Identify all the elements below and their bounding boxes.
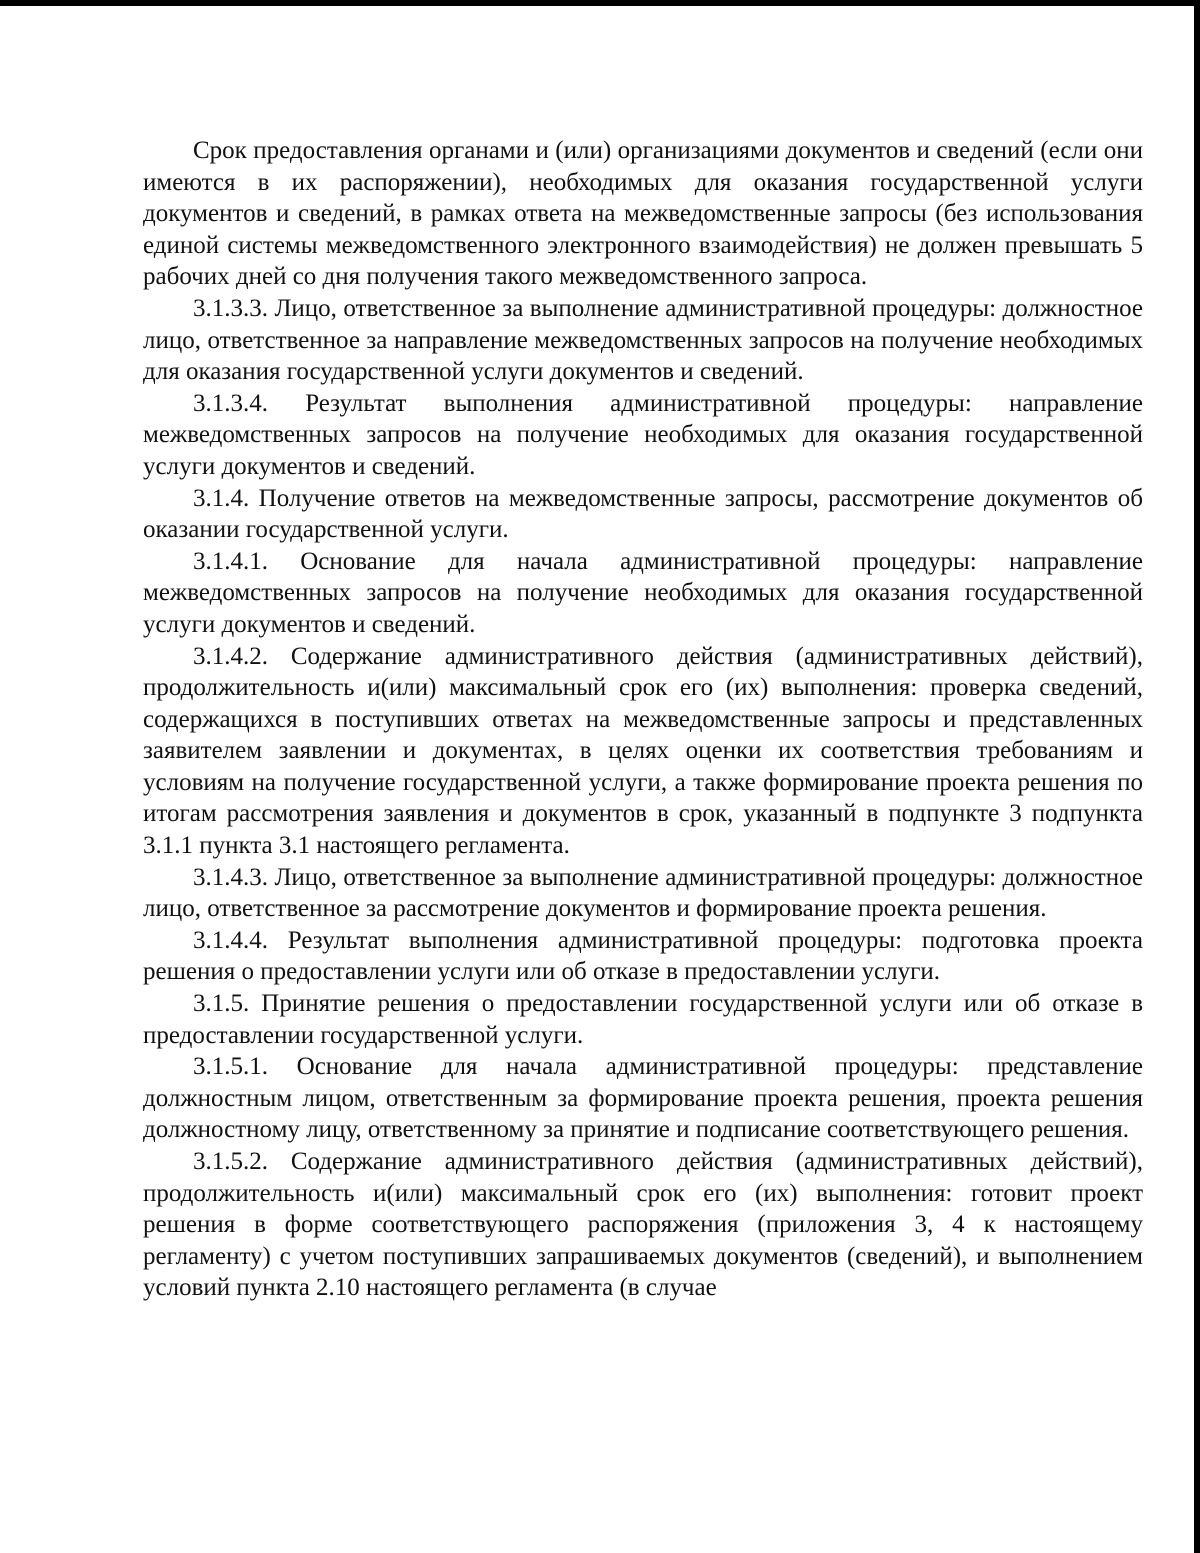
paragraph-3-1-4-4: 3.1.4.4. Результат выполнения административной процедуры: подготовка проекта решения о предоставлении услуги или об отказе в предоставлении услуги.: [143, 926, 1143, 986]
scan-border-right: [1194, 0, 1200, 1553]
paragraph-3-1-3-3: 3.1.3.3. Лицо, ответственное за выполнение административной процедуры: должностное лицо, ответственное за направление межведомственных запросов на получение необходимых для оказания государственной услуги документов и сведений.: [143, 294, 1143, 386]
paragraph-3-1-4-1: 3.1.4.1. Основание для начала административной процедуры: направление межведомственных запросов на получение необходимых для оказания государственной услуги документов и сведений.: [143, 547, 1143, 638]
scan-border-top: [0, 0, 1200, 6]
paragraph-3-1-4: 3.1.4. Получение ответов на межведомственные запросы, рассмотрение документов об оказании государственной услуги.: [143, 484, 1143, 544]
paragraph-intro: Срок предоставления органами и (или) организациями документов и сведений (если они имеются в их распоряжении), необходимых для оказания государственной услуги документов и сведений, в рамках ответа на межведомственные запросы (без использования единой системы межведомственного электронного взаимодействия) не должен превышать 5 рабочих дней со дня получения такого межведомственного запроса.: [143, 137, 1143, 291]
paragraph-3-1-4-2: 3.1.4.2. Содержание административного действия (административных действий), продолжительность и(или) максимальный срок его (их) выполнения: проверка сведений, содержащихся в поступивших ответах на межведомственные запросы и представленных заявителем заявлении и документах, в целях оценки их соответствия требованиям и условиям на получение государственной услуги, а также формирование проекта решения по итогам рассмотрения заявления и документов в срок, указанный в подпункте 3 подпункта 3.1.1 пункта 3.1 настоящего регламента.: [143, 642, 1143, 860]
paragraph-3-1-5-1: 3.1.5.1. Основание для начала административной процедуры: представление должностным лицом, ответственным за формирование проекта решения, проекта решения должностному лицу, ответственному за принятие и подписание соответствующего решения.: [143, 1053, 1143, 1144]
document-page: [143, 135, 1143, 1304]
paragraph-3-1-4-3: 3.1.4.3. Лицо, ответственное за выполнение административной процедуры: должностное лицо, ответственное за рассмотрение документов и формирование проекта решения.: [143, 863, 1143, 923]
paragraph-3-1-5: 3.1.5. Принятие решения о предоставлении государственной услуги или об отказе в предоставлении государственной услуги.: [143, 990, 1143, 1049]
paragraph-3-1-5-2: 3.1.5.2. Содержание административного действия (административных действий), продолжительность и(или) максимальный срок его (их) выполнения: готовит проект решения в форме соответствующего распоряжения (приложения 3, 4 к настоящему регламенту) с учетом поступивших запрашиваемых документов (сведений), и выполнением условий пункта 2.10 настоящего регламента (в случае: [143, 1148, 1143, 1302]
paragraph-3-1-3-4: 3.1.3.4. Результат выполнения административной процедуры: направление межведомственных запросов на получение необходимых для оказания государственной услуги документов и сведений.: [143, 389, 1143, 480]
